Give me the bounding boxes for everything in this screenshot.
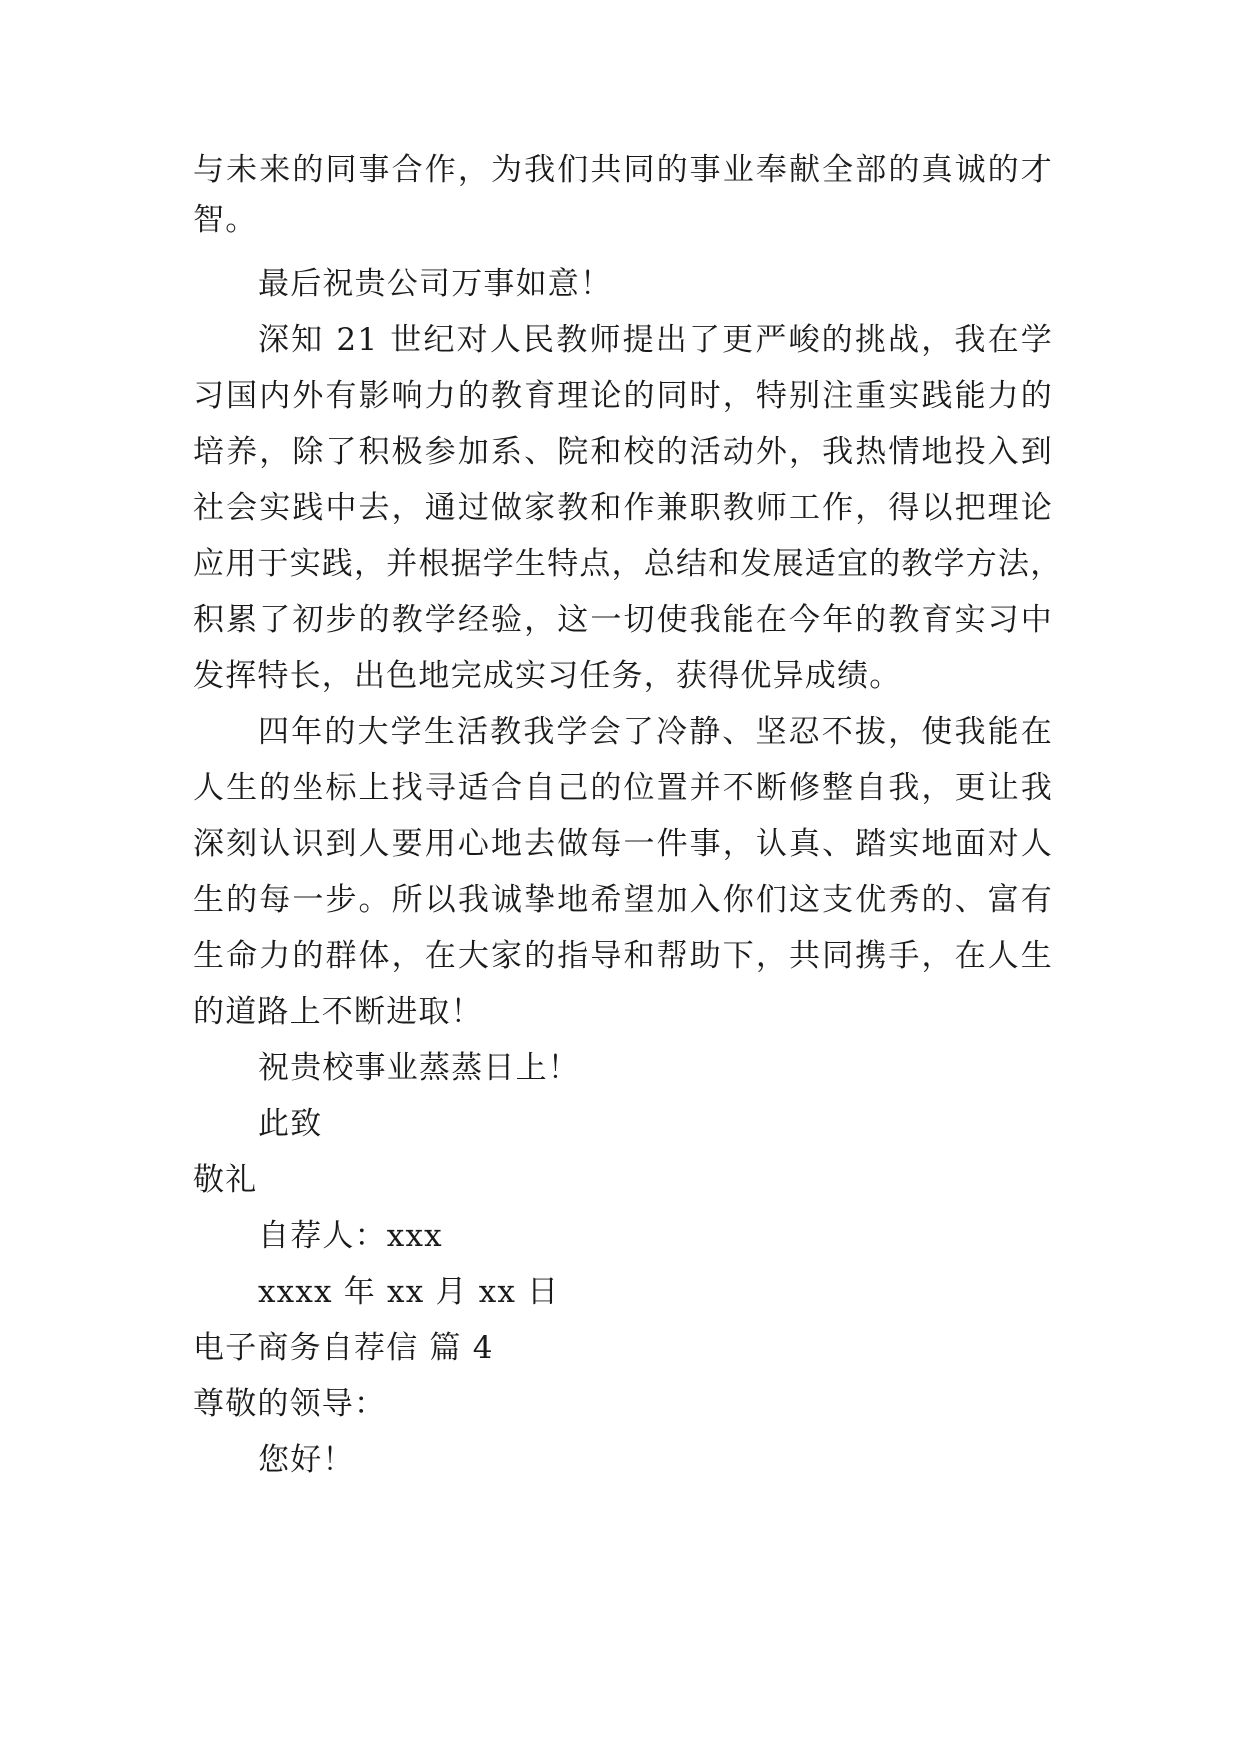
paragraph-line: 最后祝贵公司万事如意！ [258,266,613,302]
paragraph-line: 的道路上不断进取！ [193,994,483,1030]
closing-jingli: 敬礼 [193,1162,258,1198]
paragraph-line: 智。 [193,202,258,238]
closing-wish: 祝贵校事业蒸蒸日上！ [258,1050,580,1086]
closing-cizhi: 此致 [258,1106,323,1142]
date-line: xxxx 年 xx 月 xx 日 [258,1274,560,1310]
paragraph-line: 四年的大学生活教我学会了冷静、坚忍不拔，使我能在 [258,714,1053,750]
paragraph-line: 与未来的同事合作，为我们共同的事业奉献全部的真诚的才 [193,152,1053,188]
paragraph-line: 生的每一步。所以我诚挚地希望加入你们这支优秀的、富有 [193,882,1053,918]
paragraph-line: 习国内外有影响力的教育理论的同时，特别注重实践能力的 [193,378,1053,414]
paragraph-line: 培养，除了积极参加系、院和校的活动外，我热情地投入到 [193,434,1053,470]
paragraph-line: 应用于实践，并根据学生特点，总结和发展适宜的教学方法， [193,546,1063,582]
greeting: 您好！ [258,1442,355,1478]
section-title: 电子商务自荐信 篇 4 [193,1330,494,1366]
paragraph-line: 人生的坐标上找寻适合自己的位置并不断修整自我，更让我 [193,770,1053,806]
paragraph-line: 深刻认识到人要用心地去做每一件事，认真、踏实地面对人 [193,826,1053,862]
paragraph-line: 生命力的群体，在大家的指导和帮助下，共同携手，在人生 [193,938,1053,974]
salutation: 尊敬的领导： [193,1386,387,1422]
signature-line: 自荐人：xxx [258,1218,443,1254]
paragraph-line: 社会实践中去，通过做家教和作兼职教师工作，得以把理论 [193,490,1053,526]
paragraph-line: 发挥特长，出色地完成实习任务，获得优异成绩。 [193,658,902,694]
paragraph-line: 积累了初步的教学经验，这一切使我能在今年的教育实习中 [193,602,1053,638]
paragraph-line: 深知 21 世纪对人民教师提出了更严峻的挑战，我在学 [258,322,1053,358]
